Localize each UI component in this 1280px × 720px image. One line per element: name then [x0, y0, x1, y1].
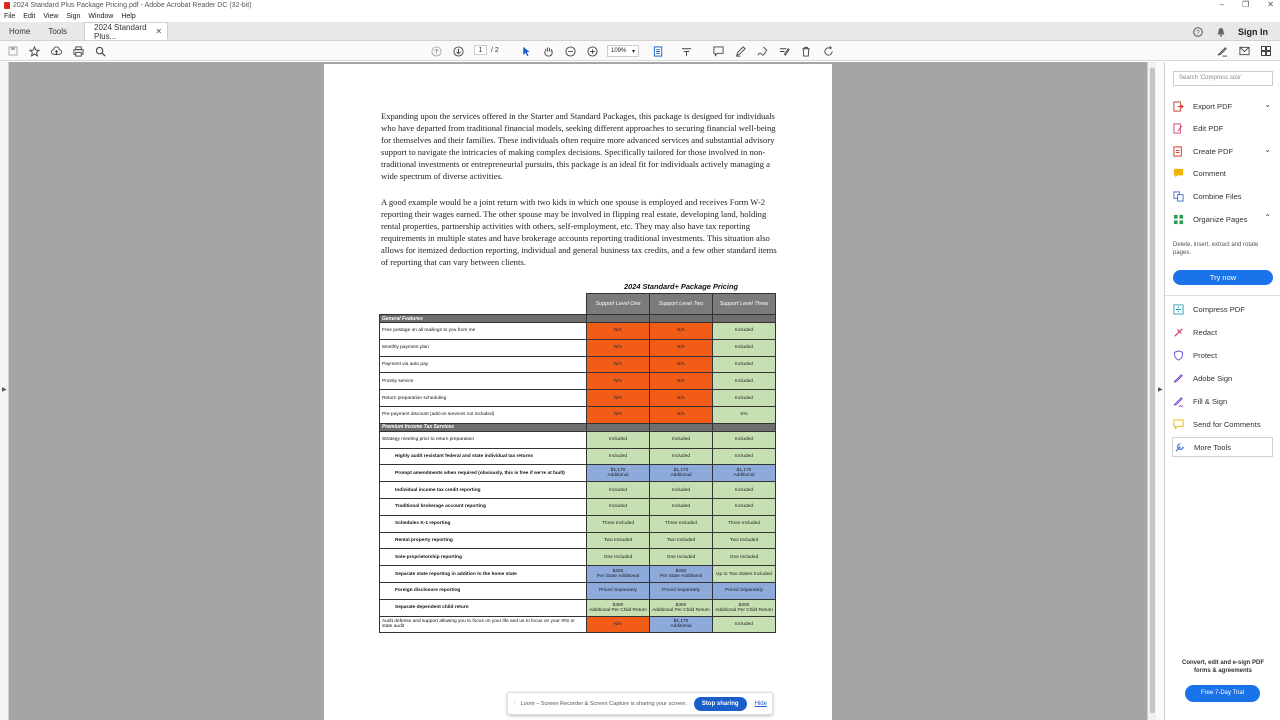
tool-comment[interactable] [1172, 163, 1273, 183]
cell-value: Priced Separately [650, 582, 713, 599]
cell-value: Included [713, 616, 776, 633]
highlight-pen-icon[interactable] [734, 45, 746, 57]
cell-value: $1,170 Additional [713, 465, 776, 482]
send-comments-icon [1172, 418, 1184, 430]
row-label: Payment via auto pay [380, 356, 587, 373]
cell-value: Included [713, 482, 776, 499]
previous-page-icon[interactable] [430, 45, 442, 57]
tool-label: Redact [1193, 327, 1218, 337]
pricing-table-title: 2024 Standard+ Package Pricing [624, 282, 738, 291]
loom-sharing-bar [507, 692, 773, 715]
fill-sign-icon [1172, 395, 1184, 407]
column-header: Support Level One [587, 294, 650, 315]
adobe-sign-icon [1172, 372, 1184, 384]
left-panel-toggle[interactable] [0, 62, 9, 720]
row-label: Separate dependent child return [380, 599, 587, 616]
tool-compress-pdf[interactable] [1172, 299, 1273, 319]
table-row [380, 323, 776, 340]
create-pdf-icon [1172, 145, 1184, 157]
cell-value: N/A [587, 356, 650, 373]
cell-value: Three Included [650, 515, 713, 532]
cell-value: Priced Separately [587, 582, 650, 599]
vertical-scrollbar[interactable] [1147, 62, 1156, 720]
title-bar [0, 0, 1280, 11]
sign-pen-icon[interactable] [1216, 45, 1228, 57]
tab-tools[interactable]: Tools [48, 26, 68, 36]
tool-label: Fill & Sign [1193, 396, 1228, 406]
comment-icon[interactable] [712, 45, 724, 57]
tab-home[interactable]: Home [9, 26, 31, 36]
close-window-icon[interactable]: ✕ [1267, 0, 1274, 9]
page-total: / 2 [491, 46, 499, 54]
cell-value: N/A [587, 323, 650, 340]
grid-apps-icon[interactable] [1260, 45, 1272, 57]
row-label: Audit defense and support allowing you to focus on your life and us to focus on your IRS or state audit [380, 616, 587, 633]
window-title: 2024 Standard Plus Package Pricing.pdf - Adobe Acrobat Reader DC (32-bit) [13, 2, 252, 9]
row-label: Free postage on all mailings to you from me [380, 323, 587, 340]
table-row [380, 465, 776, 482]
cell-value: Included [713, 431, 776, 448]
comment-tool-icon [1172, 167, 1184, 179]
svg-text:?: ? [1195, 30, 1200, 36]
tool-label: Comment [1193, 168, 1226, 178]
cell-value: Included [650, 448, 713, 465]
tool-redact[interactable] [1172, 322, 1273, 342]
table-row [380, 356, 776, 373]
table-row [380, 599, 776, 616]
drag-handle-icon[interactable]: ⁞ [514, 700, 516, 707]
zoom-in-icon[interactable] [586, 45, 598, 57]
menu-sign[interactable]: Sign [66, 13, 81, 20]
cell-value: Two Included [713, 532, 776, 549]
tab-bar-actions [1192, 22, 1268, 41]
more-tools-icon [1173, 441, 1185, 453]
row-label: Monthly payment plan [380, 339, 587, 356]
header-spacer [380, 294, 587, 315]
chevron-down-icon[interactable]: ⌄ [1264, 100, 1271, 109]
tab-document[interactable] [84, 22, 168, 40]
cell-value: Priced Separately [713, 582, 776, 599]
row-label: Sole-proprietorship reporting [380, 549, 587, 566]
loom-message: Loom – Screen Recorder & Screen Capture is sharing your screen. [520, 700, 687, 707]
export-pdf-icon [1172, 100, 1184, 112]
tool-label: Create PDF [1193, 146, 1234, 156]
cell-value: $300 Additional Per Child Return [713, 599, 776, 616]
menu-edit[interactable]: Edit [23, 13, 36, 20]
stop-sharing-button[interactable]: Stop sharing [694, 697, 747, 711]
table-row [380, 431, 776, 448]
sign-in-link[interactable]: Sign In [1238, 26, 1268, 37]
tool-label: Organize Pages [1193, 214, 1248, 224]
close-tab-icon[interactable]: ✕ [155, 27, 163, 36]
table-row [380, 390, 776, 407]
row-label: Prompt amendments when required (obviously, this is free if we're at fault) [380, 465, 587, 482]
cell-value: $390 Additional Per Child Return [587, 599, 650, 616]
cell-value: Included [650, 498, 713, 515]
section-label: Premium Income Tax Services [380, 423, 587, 431]
acrobat-icon [4, 2, 10, 9]
tool-label: Adobe Sign [1193, 373, 1233, 383]
tool-more-tools[interactable] [1172, 437, 1273, 457]
menu-help[interactable]: Help [121, 13, 136, 20]
cell-value: Included [587, 431, 650, 448]
table-row [380, 532, 776, 549]
cell-value: Included [650, 431, 713, 448]
cell-value: Included [587, 482, 650, 499]
column-header: Support Level Two [650, 294, 713, 315]
tools-panel [1165, 62, 1280, 720]
select-cursor-icon[interactable] [520, 45, 532, 57]
tool-label: Compress PDF [1193, 304, 1245, 314]
window-controls [1220, 0, 1274, 9]
chevron-up-icon[interactable]: ⌃ [1264, 213, 1271, 222]
tool-send-for-comments[interactable] [1172, 414, 1273, 434]
cell-value: N/A [650, 356, 713, 373]
right-panel-toggle[interactable] [1156, 62, 1165, 720]
cell-value: $250 Per State Additional [587, 566, 650, 583]
chevron-down-icon[interactable]: ⌄ [1264, 145, 1271, 154]
section-row [380, 315, 776, 323]
edit-pdf-icon [1172, 122, 1184, 134]
cell-value: Two Included [650, 532, 713, 549]
tab-document-label: 2024 Standard Plus... [94, 22, 147, 41]
table-row [380, 515, 776, 532]
row-label: Separate state reporting in addition to the home state [380, 566, 587, 583]
row-label: Pre-payment discount (add-on services not included) [380, 406, 587, 423]
fit-page-icon[interactable] [652, 45, 664, 57]
bookmark-star-icon[interactable] [28, 45, 40, 57]
table-row [380, 373, 776, 390]
tool-protect[interactable] [1172, 345, 1273, 365]
tool-create-pdf[interactable] [1172, 141, 1273, 161]
table-header-row [380, 294, 776, 315]
zoom-out-icon[interactable] [564, 45, 576, 57]
edit-sign-icon[interactable] [778, 45, 790, 57]
cell-value: N/A [587, 390, 650, 407]
tool-fill-sign[interactable] [1172, 391, 1273, 411]
cell-value: N/A [587, 406, 650, 423]
pdf-page [324, 64, 832, 720]
row-label: Traditional brokerage account reporting [380, 498, 587, 515]
promo-text: Convert, edit and e-sign PDF forms & agreements [1181, 660, 1264, 674]
column-header: Support Level Three [713, 294, 776, 315]
toolbar [0, 41, 1280, 61]
cell-value: Two Included [587, 532, 650, 549]
section-row [380, 423, 776, 431]
organize-pages-description: Delete, insert, extract and rotate pages. [1173, 242, 1259, 256]
menu-view[interactable]: View [43, 13, 59, 20]
cell-value: Three Included [713, 515, 776, 532]
table-row [380, 482, 776, 499]
menu-file[interactable]: File [4, 13, 16, 20]
row-label: Schedules K-1 reporting [380, 515, 587, 532]
compress-pdf-icon [1172, 303, 1184, 315]
page-number-input[interactable]: 1 [474, 45, 487, 55]
help-icon[interactable] [1192, 26, 1203, 37]
cell-value: 5% [713, 406, 776, 423]
hand-tool-icon[interactable] [542, 45, 554, 57]
row-label: Return preparation scheduling [380, 390, 587, 407]
menu-window[interactable]: Window [88, 13, 114, 20]
cell-value: N/A [650, 339, 713, 356]
cell-value: N/A [587, 616, 650, 633]
upload-cloud-icon[interactable] [50, 45, 62, 57]
search-icon[interactable] [94, 45, 106, 57]
tool-combine-files[interactable] [1172, 186, 1273, 206]
draw-icon[interactable] [756, 45, 768, 57]
hide-link[interactable]: Hide [754, 700, 767, 707]
cell-value: Included [587, 448, 650, 465]
row-label: Highly audit resistant federal and state individual tax returns [380, 448, 587, 465]
cell-value: $250 Per State Additional [650, 566, 713, 583]
tool-adobe-sign[interactable] [1172, 368, 1273, 388]
cell-value: Included [713, 373, 776, 390]
cell-value: N/A [650, 406, 713, 423]
section-label: General Features [380, 315, 587, 323]
cell-value: Included [650, 482, 713, 499]
collapse-right-icon: ▶ [1158, 387, 1163, 393]
print-icon[interactable] [72, 45, 84, 57]
zoom-dropdown[interactable] [607, 45, 639, 57]
pricing-table [379, 293, 776, 633]
table-row [380, 339, 776, 356]
table-row [380, 616, 776, 633]
cell-value: N/A [587, 339, 650, 356]
cell-value: Included [713, 356, 776, 373]
cell-value: N/A [650, 373, 713, 390]
cell-value: $1,170 Additional [650, 616, 713, 633]
cell-value: One Included [587, 549, 650, 566]
tool-label: More Tools [1194, 442, 1232, 452]
cell-value: $360 Additional Per Child Return [650, 599, 713, 616]
row-label: Individual income tax credit reporting [380, 482, 587, 499]
tool-label: Protect [1193, 350, 1218, 360]
table-row [380, 566, 776, 583]
row-label: Rental property reporting [380, 532, 587, 549]
tab-bar [0, 22, 1280, 41]
cell-value: One Included [713, 549, 776, 566]
row-label: Foreign disclosure reporting [380, 582, 587, 599]
tool-organize-pages[interactable] [1172, 209, 1273, 229]
next-page-icon[interactable] [452, 45, 464, 57]
cell-value: One Included [650, 549, 713, 566]
cell-value: N/A [650, 390, 713, 407]
scroll-mode-icon[interactable] [680, 45, 692, 57]
page-navigator [474, 45, 499, 55]
table-row [380, 406, 776, 423]
table-row [380, 549, 776, 566]
intro-paragraph: Expanding upon the services offered in the Starter and Standard Packages, this package is designed for individuals who have departed from traditional financial models, seeking different approaches to securing financial well-being for themselves and their families. These individuals often require more advanced services and substantial advisory support to navigate the intricacies of making complex decisions. Specifically tailored for those involved in non-traditional investments or entrepreneurial pursuits, this package is an ideal fit for individuals actively managing a wide spectrum of diverse activities. [381, 111, 776, 181]
table-row [380, 582, 776, 599]
row-label: Strategy meeting prior to return preparation [380, 431, 587, 448]
tool-label: Combine Files [1193, 191, 1242, 201]
shield-icon [1172, 349, 1184, 361]
minimize-icon[interactable]: – [1219, 0, 1225, 9]
table-row [380, 448, 776, 465]
row-label: Priority service [380, 373, 587, 390]
cell-value: $1,170 Additional [650, 465, 713, 482]
cell-value: N/A [587, 373, 650, 390]
combine-files-icon [1172, 190, 1184, 202]
tools-search-input[interactable]: Search 'Compress size' [1173, 71, 1273, 86]
notification-bell-icon[interactable] [1215, 26, 1226, 37]
cell-value: Included [713, 390, 776, 407]
expand-left-icon: ▶ [2, 387, 7, 393]
try-now-button[interactable]: Try now [1173, 270, 1273, 285]
tool-label: Send for Comments [1193, 419, 1261, 429]
tool-label: Edit PDF [1193, 123, 1224, 133]
free-trial-button[interactable]: Free 7-Day Trial [1185, 685, 1260, 702]
rotate-icon[interactable] [822, 45, 834, 57]
menu-bar [0, 11, 1280, 22]
table-row [380, 498, 776, 515]
email-icon[interactable] [1238, 45, 1250, 57]
scrollbar-thumb[interactable] [1150, 68, 1155, 713]
cell-value: N/A [650, 323, 713, 340]
cell-value: Included [713, 448, 776, 465]
chevron-down-icon: ▾ [631, 48, 635, 55]
restore-icon[interactable]: ❐ [1242, 0, 1250, 9]
save-icon[interactable] [7, 45, 19, 57]
cell-value: Included [713, 498, 776, 515]
zoom-value: 109% [611, 48, 627, 54]
tool-edit-pdf[interactable] [1172, 118, 1273, 138]
tool-label: Export PDF [1193, 101, 1233, 111]
panel-divider [1165, 295, 1280, 296]
cell-value: Included [713, 339, 776, 356]
cell-value: $1,170 Additional [587, 465, 650, 482]
organize-pages-icon [1172, 213, 1184, 225]
redact-icon [1172, 326, 1184, 338]
cell-value: Three Included [587, 515, 650, 532]
example-paragraph: A good example would be a joint return with two kids in which one spouse is employed and receives Form W-2 reporting their wages earned. The other spouse may be involved in flipping real estate, developing land, holding rental properties, partnership activities with others, self-employment, etc. They may also have tax reporting requirements in multiple states and have brokerage accounts reporting traditional investments. This situation also allows for itemized deduction reporting, individual and general business tax credits, and a few other standard items of reporting that can vary between clients. [381, 197, 777, 267]
cell-value: Included [713, 323, 776, 340]
delete-icon[interactable] [800, 45, 812, 57]
cell-value: Included [587, 498, 650, 515]
cell-value: Up to Two States Included [713, 566, 776, 583]
tool-export-pdf[interactable] [1172, 96, 1273, 116]
